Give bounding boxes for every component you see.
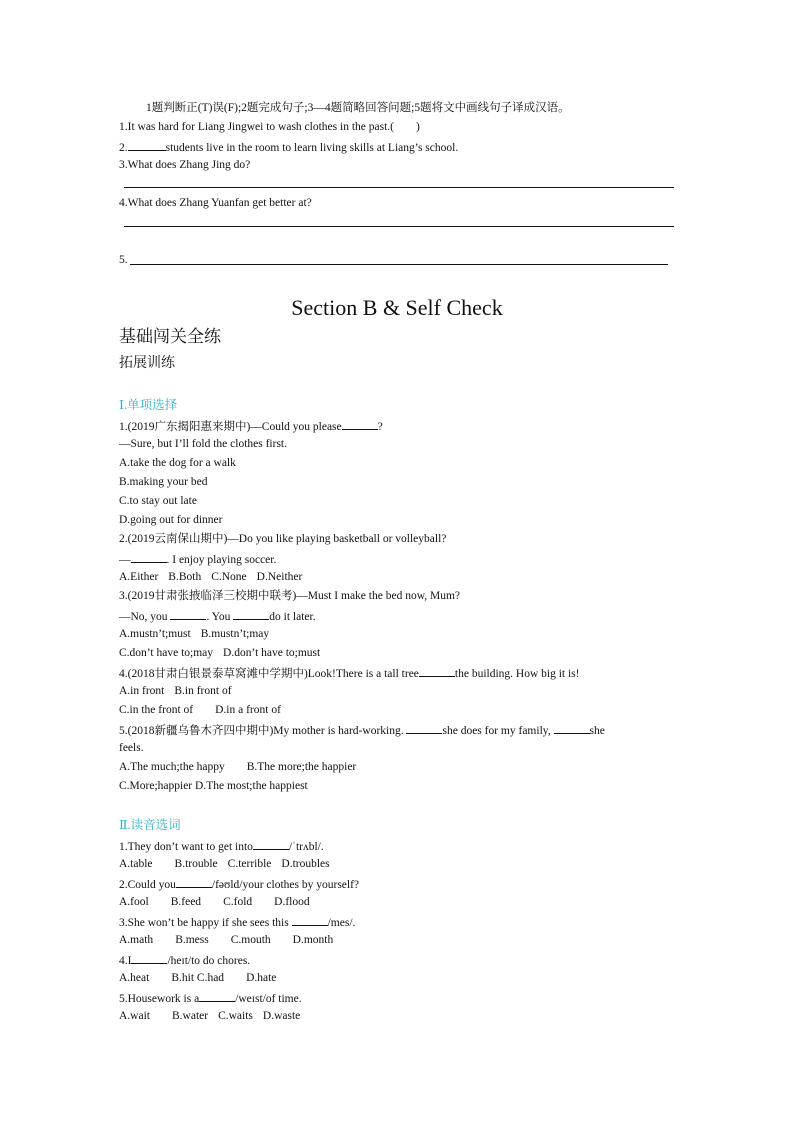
option-d[interactable]: D.troubles xyxy=(281,858,330,870)
answer-blank[interactable] xyxy=(253,838,289,850)
p2-question-2: 2.Could you /fəʊld/your clothes by yourself? xyxy=(119,876,359,892)
option-a[interactable]: A.fool xyxy=(119,896,149,908)
answer-blank[interactable] xyxy=(419,665,455,677)
p2-q3-options xyxy=(119,933,333,947)
option-a[interactable]: A.in front xyxy=(119,685,165,697)
option-c[interactable]: C.mouth xyxy=(230,934,271,946)
option-a[interactable]: A.table xyxy=(119,858,153,870)
reading-question-3: 3.What does Zhang Jing do? xyxy=(119,159,251,171)
option-a[interactable]: A.mustn’t;must xyxy=(119,628,191,640)
option-c[interactable]: C.None xyxy=(211,571,247,583)
answer-line-5[interactable] xyxy=(130,264,668,265)
option-d[interactable]: D.don’t have to;must xyxy=(223,647,321,659)
option-c[interactable]: C.fold xyxy=(223,896,253,908)
p1-q5-stem-continued: feels. xyxy=(119,742,144,754)
p1-q1-option-b[interactable]: B.making your bed xyxy=(119,476,208,488)
p1-q4-options-row2 xyxy=(119,703,281,717)
subtitle-extension: 拓展训练 xyxy=(119,356,175,371)
option-b[interactable]: B.feed xyxy=(170,896,202,908)
option-c[interactable]: C.don’t have to;may xyxy=(119,647,214,659)
reading-question-2: 2. students live in the room to learn living skills at Liang’s school. xyxy=(119,139,458,155)
section-title: Section B & Self Check xyxy=(291,295,503,320)
reading-question-5: 5. xyxy=(119,254,128,266)
option-b[interactable]: B.water xyxy=(171,1010,209,1022)
answer-blank[interactable] xyxy=(176,876,212,888)
answer-blank[interactable] xyxy=(199,990,235,1002)
p1-q5-options-row1 xyxy=(119,760,356,774)
option-b[interactable]: B.mustn’t;may xyxy=(200,628,270,640)
p1-q1-option-d[interactable]: D.going out for dinner xyxy=(119,514,223,526)
option-d[interactable]: D.flood xyxy=(274,896,310,908)
p1-q3-options-row1 xyxy=(119,627,269,641)
p1-q1-option-a[interactable]: A.take the dog for a walk xyxy=(119,457,236,469)
p2-q4-options xyxy=(119,971,276,985)
p1-question-1: 1.(2019广东揭阳惠来期中)—Could you please ? xyxy=(119,418,383,434)
option-b[interactable]: B.mess xyxy=(175,934,209,946)
p2-question-1: 1.They don’t want to get into /ˈtrʌbl/. xyxy=(119,838,324,854)
answer-blank[interactable] xyxy=(170,608,206,620)
p2-q5-options xyxy=(119,1009,300,1023)
option-a[interactable]: A.math xyxy=(119,934,154,946)
answer-blank[interactable] xyxy=(554,722,590,734)
option-d[interactable]: D.waste xyxy=(262,1010,301,1022)
p1-q2-options xyxy=(119,570,302,584)
answer-blank[interactable] xyxy=(131,952,167,964)
p1-q3-reply: —No, you . You do it later. xyxy=(119,608,316,624)
option-d[interactable]: D.Neither xyxy=(256,571,303,583)
p1-q4-options-row1 xyxy=(119,684,232,698)
option-b-c[interactable]: B.hit C.had xyxy=(171,972,225,984)
p1-question-4: 4.(2018甘肃白银景泰草窝滩中学期中)Look!There is a tall tree the building. How big it is! xyxy=(119,665,580,681)
option-d[interactable]: D.in a front of xyxy=(215,704,281,716)
answer-blank[interactable] xyxy=(342,418,378,430)
option-a[interactable]: A.wait xyxy=(119,1010,150,1022)
p2-q2-options xyxy=(119,895,310,909)
option-c[interactable]: C.in the front of xyxy=(119,704,194,716)
option-b[interactable]: B.trouble xyxy=(174,858,218,870)
answer-line-4[interactable] xyxy=(124,226,674,227)
option-c[interactable]: C.waits xyxy=(218,1010,253,1022)
p1-question-2: 2.(2019云南保山期中)—Do you like playing basketball or volleyball? xyxy=(119,533,447,545)
part1-heading: Ⅰ.单项选择 xyxy=(119,398,178,412)
subtitle-basic: 基础闯关全练 xyxy=(119,327,221,346)
reading-question-1: 1.It was hard for Liang Jingwei to wash clothes in the past.( ) xyxy=(119,121,420,133)
p1-q5-options-row2[interactable]: C.More;happier D.The most;the happiest xyxy=(119,780,308,792)
part2-heading: Ⅱ.读音选词 xyxy=(119,818,181,832)
p1-question-3: 3.(2019甘肃张掖临泽三校期中联考)—Must I make the bed now, Mum? xyxy=(119,590,461,602)
option-d[interactable]: D.hate xyxy=(246,972,277,984)
answer-blank[interactable] xyxy=(233,608,269,620)
p1-q1-reply: —Sure, but I’ll fold the clothes first. xyxy=(119,438,287,450)
option-b[interactable]: B.The more;the happier xyxy=(246,761,357,773)
reading-instruction: 1题判断正(T)误(F);2题完成句子;3—4题简略回答问题;5题将文中画线句子译成汉语。 xyxy=(146,102,570,114)
p1-q3-options-row2 xyxy=(119,646,320,660)
p1-q2-reply: — . I enjoy playing soccer. xyxy=(119,551,276,567)
answer-blank[interactable] xyxy=(292,914,328,926)
option-c[interactable]: C.terrible xyxy=(227,858,272,870)
answer-blank[interactable] xyxy=(406,722,442,734)
option-b[interactable]: B.in front of xyxy=(174,685,232,697)
p2-q1-options xyxy=(119,857,330,871)
answer-line-3[interactable] xyxy=(124,187,674,188)
answer-blank[interactable] xyxy=(128,139,166,151)
p1-q1-option-c[interactable]: C.to stay out late xyxy=(119,495,197,507)
answer-blank[interactable] xyxy=(131,551,167,563)
option-b[interactable]: B.Both xyxy=(168,571,202,583)
p2-question-3: 3.She won’t be happy if she sees this /mes/. xyxy=(119,914,355,930)
p2-question-4: 4.I /heɪt/to do chores. xyxy=(119,952,250,968)
p2-question-5: 5.Housework is a /weɪst/of time. xyxy=(119,990,302,1006)
option-d[interactable]: D.month xyxy=(292,934,334,946)
option-a[interactable]: A.The much;the happy xyxy=(119,761,225,773)
option-a[interactable]: A.Either xyxy=(119,571,159,583)
option-a[interactable]: A.heat xyxy=(119,972,150,984)
p1-question-5: 5.(2018新疆乌鲁木齐四中期中)My mother is hard-working. she does for my family, she xyxy=(119,722,605,738)
reading-question-4: 4.What does Zhang Yuanfan get better at? xyxy=(119,197,312,209)
